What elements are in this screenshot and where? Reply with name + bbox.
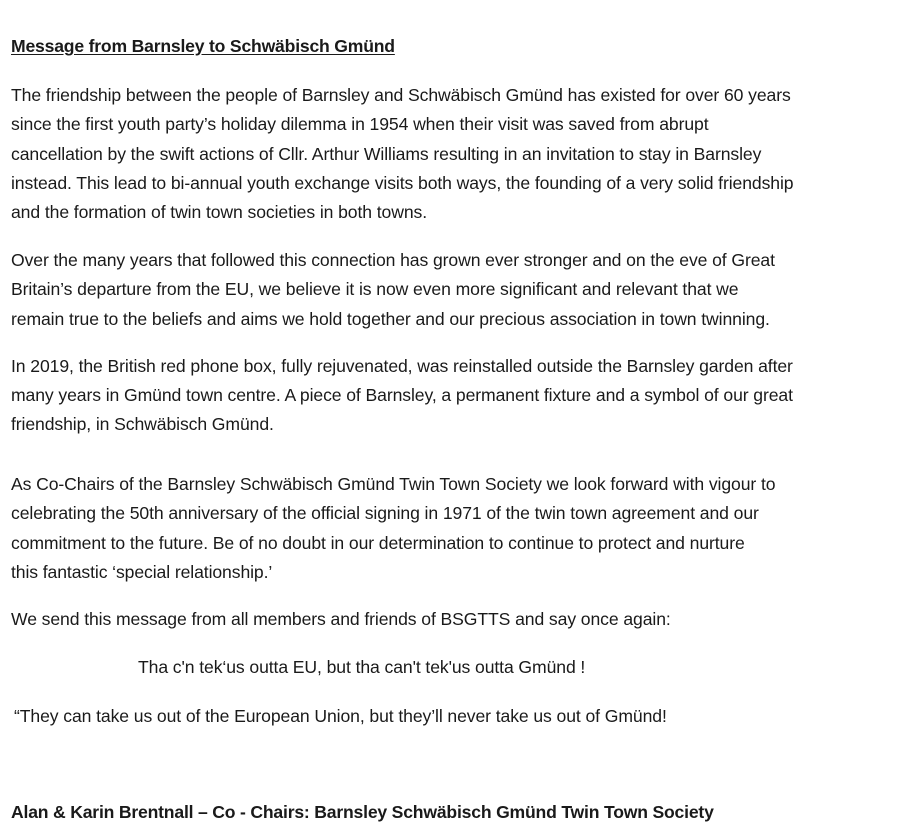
text-line: and the formation of twin town societies in both towns.: [11, 202, 428, 222]
dialect-quote: Tha c'n tek‘us outta EU, but tha can't tek'us outta Gmünd !: [138, 657, 586, 677]
text-line: cancellation by the swift actions of Cllr. Arthur Williams resulting in an invitation to stay in Barnsley: [11, 144, 762, 164]
text-line: many years in Gmünd town centre. A piece of Barnsley, a permanent fixture and a symbol of our great: [11, 385, 793, 405]
text-line: We send this message from all members and friends of BSGTTS and say once again:: [11, 609, 671, 629]
text-line: Britain’s departure from the EU, we believe it is now even more significant and relevant that we: [11, 279, 739, 299]
text-line: since the first youth party’s holiday dilemma in 1954 when their visit was saved from abrupt: [11, 114, 709, 134]
translation-quote: “They can take us out of the European Union, but they’ll never take us out of Gmünd!: [14, 706, 667, 726]
text-line: celebrating the 50th anniversary of the official signing in 1971 of the twin town agreement and our: [11, 503, 759, 523]
text-line: remain true to the beliefs and aims we hold together and our precious association in town twinning.: [11, 309, 770, 329]
signature: Alan & Karin Brentnall – Co - Chairs: Barnsley Schwäbisch Gmünd Twin Town Society: [11, 802, 714, 822]
text-line: Over the many years that followed this connection has grown ever stronger and on the eve of Great: [11, 250, 775, 270]
text-line: instead. This lead to bi-annual youth exchange visits both ways, the founding of a very solid friendship: [11, 173, 794, 193]
text-line: commitment to the future. Be of no doubt in our determination to continue to protect and nurture: [11, 533, 745, 553]
text-line: As Co-Chairs of the Barnsley Schwäbisch Gmünd Twin Town Society we look forward with vigour to: [11, 474, 776, 494]
text-line: In 2019, the British red phone box, fully rejuvenated, was reinstalled outside the Barnsley garden after: [11, 356, 793, 376]
page-title: Message from Barnsley to Schwäbisch Gmünd: [11, 36, 395, 56]
text-line: The friendship between the people of Barnsley and Schwäbisch Gmünd has existed for over 60 years: [11, 85, 791, 105]
text-line: this fantastic ‘special relationship.’: [11, 562, 273, 582]
text-line: friendship, in Schwäbisch Gmünd.: [11, 414, 274, 434]
document-page: [11, 0, 891, 840]
